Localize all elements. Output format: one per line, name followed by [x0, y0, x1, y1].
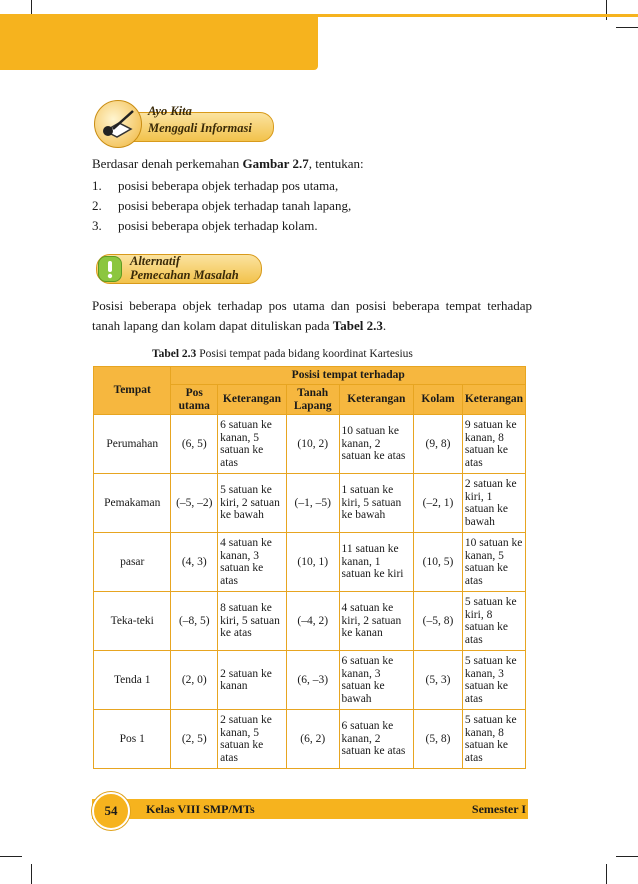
cell-ket-tanah: 10 satuan ke kanan, 2 satuan ke atas: [339, 415, 414, 474]
header-band: [0, 14, 318, 70]
cell-ket-pos: 5 satuan ke kiri, 2 satuan ke bawah: [218, 474, 287, 533]
cell-ket-pos: 2 satuan ke kanan, 5 satuan ke atas: [218, 710, 287, 769]
task-number: 3.: [92, 218, 102, 233]
crop-mark: [0, 856, 22, 857]
cell-kolam: (5, 8): [414, 710, 463, 769]
exclamation-icon: [98, 256, 122, 282]
cell-tempat: Tenda 1: [94, 651, 171, 710]
cell-ket-kolam: 2 satuan ke kiri, 1 satuan ke bawah: [462, 474, 525, 533]
task-item: [92, 218, 318, 234]
table-row: [94, 415, 526, 474]
cell-ket-tanah: 1 satuan ke kiri, 5 satuan ke bawah: [339, 474, 414, 533]
col-tempat-header: Tempat: [94, 367, 171, 415]
crop-mark: [31, 864, 32, 884]
solution-table-ref: Tabel 2.3: [332, 318, 383, 333]
intro-figure-ref: Gambar 2.7: [242, 156, 309, 171]
cell-ket-kolam: 9 satuan ke kanan, 8 satuan ke atas: [462, 415, 525, 474]
ayo-kita-title: [148, 104, 252, 135]
table-row: [94, 710, 526, 769]
alternatif-line2: Pemecahan Masalah: [130, 268, 239, 282]
header-band-line: [318, 14, 638, 17]
col-tanah-header: Tanah Lapang: [286, 385, 339, 415]
caption-text: Posisi tempat pada bidang koordinat Kartesius: [196, 348, 413, 360]
solution-text: Posisi beberapa objek terhadap pos utama dan posisi beberapa tempat terhadap tanah lapang dan kolam dapat dituliskan pada: [92, 298, 532, 333]
cell-tanah: (–1, –5): [286, 474, 339, 533]
cell-kolam: (5, 3): [414, 651, 463, 710]
cell-tempat: Pemakaman: [94, 474, 171, 533]
cell-kolam: (–5, 8): [414, 592, 463, 651]
table-row: [94, 474, 526, 533]
cell-kolam: (–2, 1): [414, 474, 463, 533]
crop-mark: [606, 0, 607, 20]
cell-ket-kolam: 5 satuan ke kanan, 8 satuan ke atas: [462, 710, 525, 769]
cell-tempat: Teka-teki: [94, 592, 171, 651]
cell-pos: (2, 5): [171, 710, 218, 769]
cell-tempat: Pos 1: [94, 710, 171, 769]
solution-text-end: .: [382, 318, 387, 333]
caption-label: Tabel 2.3: [152, 348, 197, 360]
ayo-kita-line2: Menggali Informasi: [148, 121, 252, 135]
cell-kolam: (9, 8): [414, 415, 463, 474]
alternatif-line1: Alternatif: [130, 254, 181, 268]
crop-mark: [616, 27, 638, 28]
cell-tanah: (–4, 2): [286, 592, 339, 651]
footer-semester-label: Semester I: [471, 802, 526, 816]
alternatif-title: [130, 254, 239, 282]
pen-and-book-icon: [94, 100, 142, 148]
cell-ket-tanah: 11 satuan ke kanan, 1 satuan ke kiri: [339, 533, 414, 592]
cell-pos: (2, 0): [171, 651, 218, 710]
crop-mark: [606, 864, 607, 884]
col-ket-header: Keterangan: [218, 385, 287, 415]
intro-text: Berdasar denah perkemahan: [92, 156, 243, 171]
table-row: [94, 592, 526, 651]
ayo-kita-line1: Ayo Kita: [148, 104, 192, 118]
cell-pos: (–5, –2): [171, 474, 218, 533]
cell-ket-kolam: 5 satuan ke kiri, 8 satuan ke atas: [462, 592, 525, 651]
task-text: posisi beberapa objek terhadap kolam.: [118, 218, 318, 233]
cell-ket-kolam: 10 satuan ke kanan, 5 satuan ke atas: [462, 533, 525, 592]
cell-tempat: pasar: [94, 533, 171, 592]
cell-tanah: (10, 2): [286, 415, 339, 474]
cell-pos: (4, 3): [171, 533, 218, 592]
table-row: [94, 533, 526, 592]
group-header: Posisi tempat terhadap: [171, 367, 526, 385]
crop-mark: [616, 856, 638, 857]
solution-paragraph: [92, 296, 532, 336]
task-number: 1.: [92, 178, 102, 193]
cell-tanah: (6, 2): [286, 710, 339, 769]
task-text: posisi beberapa objek terhadap pos utama,: [118, 178, 339, 193]
cell-tanah: (6, –3): [286, 651, 339, 710]
col-ket-header: Keterangan: [462, 385, 525, 415]
cell-ket-tanah: 4 satuan ke kiri, 2 satuan ke kanan: [339, 592, 414, 651]
cell-ket-kolam: 5 satuan ke kanan, 3 satuan ke atas: [462, 651, 525, 710]
task-item: [92, 198, 351, 214]
task-number: 2.: [92, 198, 102, 213]
cell-ket-tanah: 6 satuan ke kanan, 3 satuan ke bawah: [339, 651, 414, 710]
cell-ket-pos: 6 satuan ke kanan, 5 satuan ke atas: [218, 415, 287, 474]
cell-ket-pos: 2 satuan ke kanan: [218, 651, 287, 710]
cell-ket-pos: 8 satuan ke kiri, 5 satuan ke atas: [218, 592, 287, 651]
position-table: [93, 366, 526, 769]
col-ket-header: Keterangan: [339, 385, 414, 415]
cell-ket-tanah: 6 satuan ke kanan, 2 satuan ke atas: [339, 710, 414, 769]
table-caption: [152, 348, 413, 360]
cell-tempat: Perumahan: [94, 415, 171, 474]
col-kolam-header: Kolam: [414, 385, 463, 415]
intro-text-end: , tentukan:: [308, 156, 364, 171]
cell-tanah: (10, 1): [286, 533, 339, 592]
col-pos-header: Pos utama: [171, 385, 218, 415]
cell-pos: (–8, 5): [171, 592, 218, 651]
cell-pos: (6, 5): [171, 415, 218, 474]
table-row: [94, 651, 526, 710]
cell-ket-pos: 4 satuan ke kanan, 3 satuan ke atas: [218, 533, 287, 592]
task-item: [92, 178, 338, 194]
task-text: posisi beberapa objek terhadap tanah lapang,: [118, 198, 352, 213]
footer-class-label: Kelas VIII SMP/MTs: [146, 802, 255, 816]
cell-kolam: (10, 5): [414, 533, 463, 592]
intro-paragraph: [92, 154, 532, 174]
page-number: 54: [92, 792, 130, 830]
